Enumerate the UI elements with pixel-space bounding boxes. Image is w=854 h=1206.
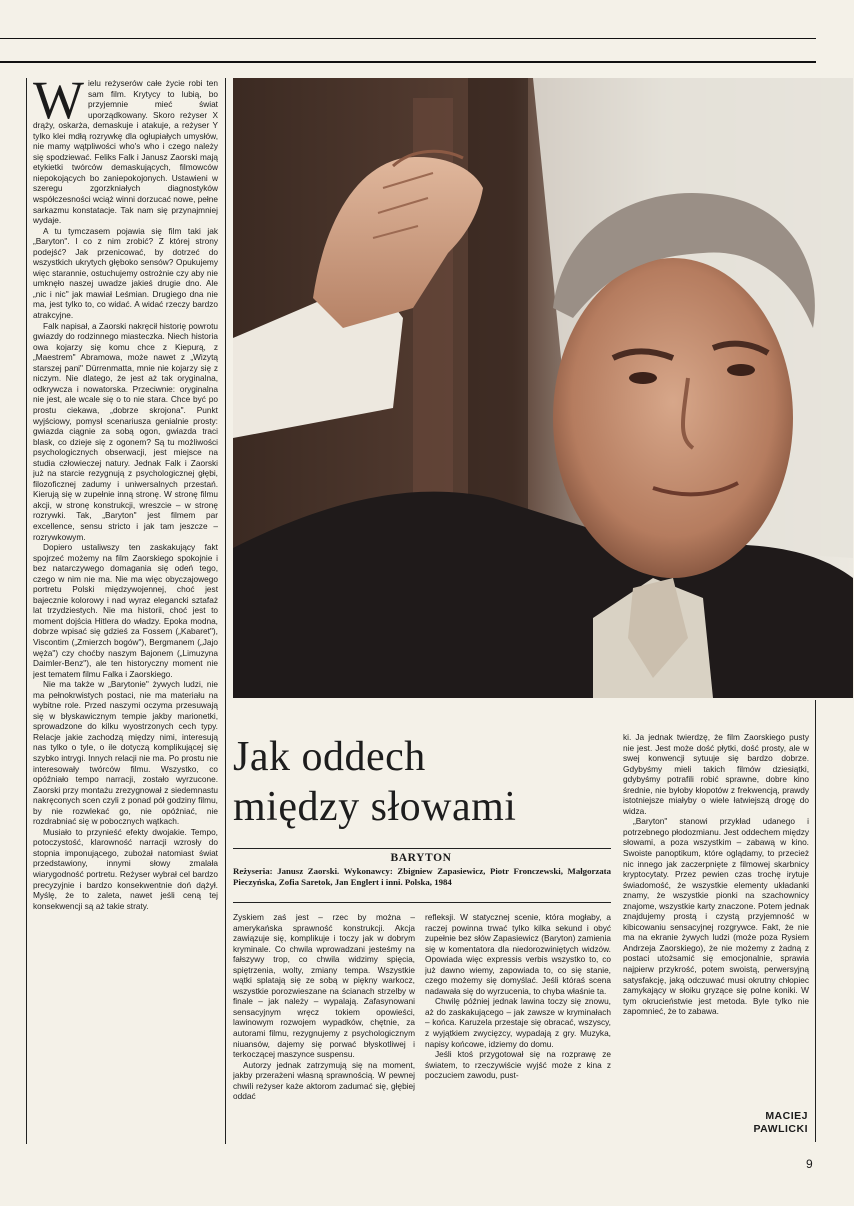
paragraph: A tu tymczasem pojawia się film taki jak „Baryton". I co z nim zrobić? Z której strony podejść? Jak przenicować, by dotrzeć do wszystkich ukrytych głęboko sensów? Opukujemy więc starannie, ostuchujemy ostrożnie czy aby nie umknęło naszej uwadze jakieś drugie dno. Ale „nic i nic" jak mawiał Leśmian. Drugiego dna nie ma, jest tylko to, co widać. A widać rzeczy bardzo atrakcyjne. (33, 225, 218, 321)
article-column-left (33, 78, 218, 1144)
headline-line: Jak oddech (233, 734, 426, 780)
paragraph: Autorzy jednak zatrzymują się na moment, jakby przerażeni własną sprawnością. W pewnej chwili reżyser każe aktorom zadumać się, głębiej oddać (233, 1059, 415, 1102)
drop-cap: W (33, 78, 84, 130)
column-rule-left (26, 78, 27, 1144)
byline-first-name: MACIEJ (765, 1110, 808, 1122)
paragraph: „Baryton" stanowi przykład udanego i potrzebnego płodozmianu. Jest oddechem między słowami, a poza wszystkim – zabawą w kino. Swoiste panoptikum, które oglądamy, to przecież nic innego jak zaczerpnięte z filmowej skarbnicy kryptocytaty. Przez pewien czas trochę irytuje świadomość, że wszystkie elementy układanki znamy, że wszystkie pionki na szachownicy znajome, wszystkie karty znaczone. Potem jednak znajdujemy prostą i czystą przyjemność w kibicowaniu sensacyjnej rozgrywce. Fakt, że nie ma na ekranie żywych ludzi (może poza Rysiem Andrzeja Zaorskiego), że nie możemy z żadną z postaci utożsamić się emocjonalnie, sprawia najpierw przykrość, potem swoistą, perwersyjną satysfakcję, jaką odczuwać musi okrutny chłopiec zamykający w słoiku gryzące się polne koniki. W tym okrucieństwie jest metoda. Byle tylko nie zapomnieć, że to zabawa. (623, 816, 809, 1017)
column-rule-mid (225, 78, 226, 1144)
paragraph: refleksji. W statycznej scenie, która mogłaby, a raczej powinna trwać tylko kilka sekund i obyć zupełnie bez słów Zapasiewicz (Baryton) zamienia się w komentatora dla niedorozwiniętych widzów. Opowiada więc expressis verbis wszystko to, co już dawno wiemy, zapowiada to, co się stanie, czego możemy się domyślać. Jeśli któraś scena nadawała się do wyrzucenia, to chyba właśnie ta. (425, 912, 611, 996)
byline-last-name: PAWLICKI (753, 1123, 808, 1135)
top-rule-thick (0, 61, 816, 63)
article-headline (233, 732, 613, 832)
film-still-photo (233, 78, 853, 698)
credits-rule-top (233, 848, 611, 849)
headline-line: między słowami (233, 784, 517, 830)
article-column-middle-1 (233, 912, 415, 1144)
article-column-right (623, 732, 809, 1110)
author-byline (700, 1110, 808, 1136)
top-rule (0, 38, 816, 39)
film-title: BARYTON (390, 852, 452, 864)
article-column-middle-2 (425, 912, 611, 1144)
paragraph (33, 78, 218, 226)
paragraph: Musiało to przynieść efekty dwojakie. Tempo, potoczystość, klarowność narracji wzrosły do stopnia imponującego, zubożał natomiast świat przedstawiony, innymi słowy zmalała wiarygodność portretu. Reżyser wybrał cel bardzo precyzyjnie i bardzo konsekwentnie doń dążył. Myślę, że to zaleta, nawet jeśli ceną tej konsekwencji są aż takie straty. (33, 826, 218, 911)
paragraph: Chwilę później jednak lawina toczy się znowu, aż do zaskakującego – jak zawsze w kryminałach – końca. Karuzela przestaje się obracać, wszyscy, z wyjątkiem zwycięzcy, wypadają z gry. Muzyka, napisy końcowe, idziemy do domu. (425, 996, 611, 1049)
film-credits: Reżyseria: Janusz Zaorski. Wykonawcy: Zbigniew Zapasiewicz, Piotr Fronczewski, Małgorzata Pieczyńska, Zofia Saretok, Jan Englert i inni. Polska, 1984 (233, 866, 611, 887)
paragraph: Falk napisał, a Zaorski nakręcił historię powrotu gwiazdy do rodzinnego miasteczka. Niech historia owa kojarzy się komu chce z Kiepurą, z „Maestrem" Abramowa, może nawet z „Wizytą starszej pani" Dürrenmatta, mnie nie kojarzy się z niczym. Nie dlatego, że jest aż tak oryginalna, odkrywcza i nowatorska. Przeciwnie: oryginalna nie jest, ale wcale się o to nie stara. Chce być po prostu ciekawa, „dobrze skrojona". Punkt wyjściowy, pomysł scenariusza genialnie prosty: gwiazda ciągnie za sobą ogon, gwiazda traci blask, co dzieje się z ogonem? Są tu możliwości psychologicznych obserwacji, jest miejsce na studia człowieczej natury. Jednak Falk i Zaorski już na starcie rezygnują z psychologicznej głębi, filozoficznej zadumy i uniwersalnych przestań. Kierują się w zupełnie inną stronę. W stronę filmu akcji, w stronę konstrukcji, wreszcie – w stronę rozrywki. Tak, „Baryton" jest filmem par excellence, sensu stricto i jak tam jeszcze – rozrywkowym. (33, 320, 218, 542)
photo-illustration (233, 78, 853, 698)
paragraph-text: ielu reżyserów całe życie robi ten sam film. Krytycy to lubią, bo przyjemnie mieć świat uporządkowany. Skoro reżyser X drąży, oskarża, demaskuje i atakuje, a reżyser Y tylko klei mdłą rozrywkę dla ogłupiałych umysłów, nie mamy wątpliwości who's who i czego należy się spodziewać. Feliks Falk i Janusz Zaorski mają etykietki twórców demaskujących, filmowców niepokojących bo zaniepokojonych. Ustawieni w szeregu zgorzkniałych diagnostyków współczesności wciąż winni dorzucać nowe, pełne sarkazmu konstatacje. Tak nam się przynajmniej wydaje. (33, 78, 218, 226)
column-rule-right (815, 700, 816, 1142)
paragraph: Zyskiem zaś jest – rzec by można – amerykańska sprawność konstrukcji. Akcja zawiązuje się, komplikuje i toczy jak w dobrym kryminale. Co chwila wprowadzani jesteśmy na fałszywy trop, co chwila widzimy spięcia, spiętrzenia, wolty, zmiany tempa. Wszystkie wątki splatają się ze sobą w piękny warkocz, wszystkie porozwieszane na ścianach strzelby w finale – jak należy – wypalają. Zafasynowani sensacyjnym wręcz tokiem opowieści, lawinowym rozwojem wypadków, chętnie, za autorami filmu, rezygnujemy z psychologicznym niuansów, dajemy się porwać błyskotliwej i terkoczącej maszynce suspensu. (233, 912, 415, 1060)
paragraph: ki. Ja jednak twierdzę, że film Zaorskiego pusty nie jest. Jest może dość płytki, dość prosty, ale w swej konwencji sytuuje się bardzo dobrze. Gdybyśmy mieli takich filmów dziesiątki, gdybyśmy potrafili robić sprawne, dobre kino średnie, nie byłoby kłopotów z frekwencją, prawdy istotniejsze miałyby o wiele łatwiejszą drogę do widza. (623, 732, 809, 816)
page-number: 9 (806, 1157, 813, 1171)
paragraph: Nie ma także w „Barytonie" żywych ludzi, nie ma pełnokrwistych postaci, nie ma materiału na wybitne role. Przed naszymi oczyma przesuwają się w błyskawicznym tempie jakby marionetki, sprowadzone do kilku wyostrzonych cech typy. Relacje jakie zachodzą między nimi, interesują nas tylko o tyle, o ile dotyczą komplikującej się szybko intrygi. Innych relacji nie ma. Po prostu nie interesowały twórców filmu. Wszystko, co opóźniało tempo narracji, zostało wyrzucone. Zaorski przy montażu zrezygnował z siedemnastu nakręconych scen czyli z ponad pół godziny filmu, by nie rozwlekać go, nie opóźniać, nie rozdrabniać się w pobocznych wątkach. (33, 679, 218, 827)
paragraph: Jeśli ktoś przygotował się na rozprawę ze światem, to rzeczywiście wyjść może z kina z poczuciem zawodu, pust- (425, 1049, 611, 1081)
credits-rule-bottom (233, 902, 611, 903)
paragraph: Dopiero ustaliwszy ten zaskakujący fakt spojrzeć możemy na film Zaorskiego spokojnie i bez natarczywego domagania się odeń tego, czego w nim nie ma. Nie ma więc obyczajowego portretu Polski międzywojennej, choć jest bajecznie kolorowy i nad wyraz elegancki sztafaż lat trzydziestych. Nie ma historii, choć jest to moment dojścia Hitlera do władzy. Epoka modna, dobrze wpisać się gdzieś za Fossem („Kabaret"), Viscontim („Zmierzch bogów"), Bergmanem („Jajo węża") czy choćby naszym Bajonem („Limuzyna Daimler-Benz"), ale ten historyczny moment nie jest tematem filmu Falka i Zaorskiego. (33, 542, 218, 679)
